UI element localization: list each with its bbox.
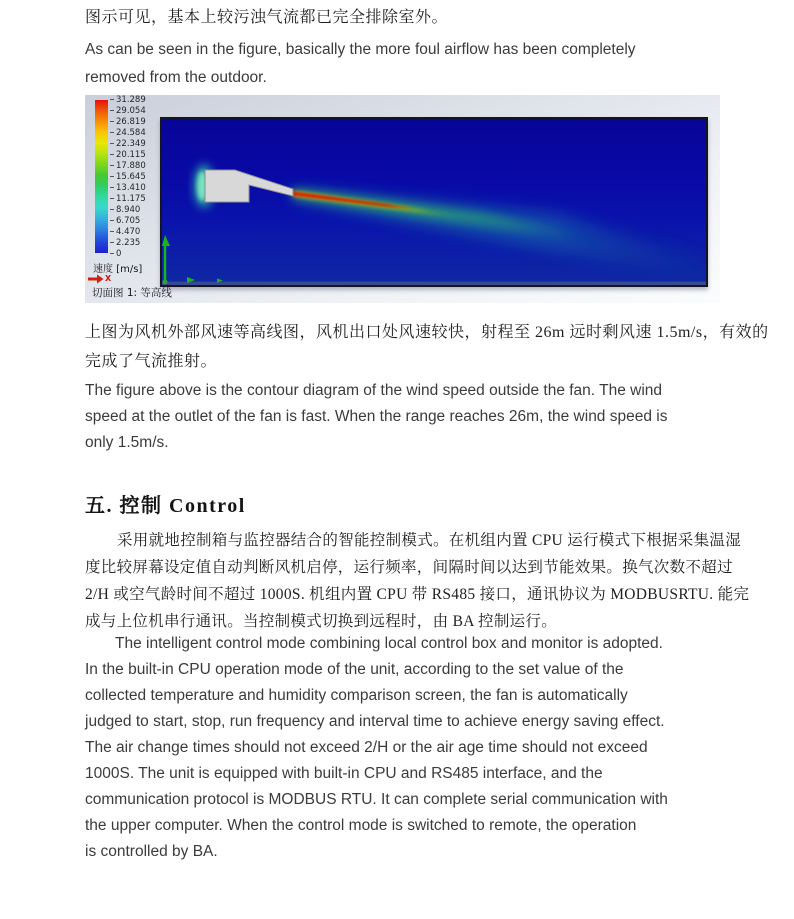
text-line: removed from the outdoor. [85, 69, 267, 86]
legend-tick [110, 106, 146, 115]
legend-tick [110, 161, 146, 170]
red-arrow-icon [88, 274, 104, 284]
tick-mark [110, 176, 114, 177]
text-line: 2/H 或空气龄时间不超过 1000S. 机组内置 CPU 带 RS485 接口，通讯协议为 MODBUSRTU. 能完 [85, 586, 750, 603]
tick-label: 22.349 [116, 138, 146, 149]
legend-tick [110, 95, 146, 104]
text-line: The figure above is the contour diagram of the wind speed outside the fan. The wind [85, 382, 663, 399]
fan-body [205, 170, 293, 202]
text-line: 成与上位机串行通讯。当控制模式切换到远程时，由 BA 控制运行。 [85, 613, 558, 630]
tick-mark [110, 187, 114, 188]
text-line: As can be seen in the figure, basically the more foul airflow has been completely [85, 41, 636, 58]
flow-domain [160, 117, 708, 287]
text-line: collected temperature and humidity comparison screen, the fan is automatically [85, 687, 628, 704]
tick-mark [110, 220, 114, 221]
flow-field-graphic [162, 119, 706, 285]
legend-tick [110, 249, 146, 258]
tick-label: 31.289 [116, 94, 146, 105]
tick-label: 15.645 [116, 171, 146, 182]
tick-label: 26.819 [116, 116, 146, 127]
tick-mark [110, 99, 114, 100]
colorbar-title: 速度 [m/s] [93, 264, 143, 275]
tick-mark [110, 143, 114, 144]
floor-shading [162, 282, 706, 286]
text-line: the upper computer. When the control mode is switched to remote, the operation [85, 817, 637, 834]
control-paragraph-cn [85, 527, 749, 635]
text-line: In the built-in CPU operation mode of the unit, according to the set value of the [85, 661, 624, 678]
control-paragraph-en [85, 631, 668, 865]
velocity-colorbar [95, 100, 108, 253]
tick-label: 6.705 [116, 215, 141, 226]
tick-label: 24.584 [116, 127, 146, 138]
section-heading: 五. 控制 Control [85, 495, 246, 517]
tick-label: 4.470 [116, 226, 141, 237]
text-line: The air change times should not exceed 2/H or the air age time should not exceed [85, 739, 648, 756]
tick-label: 0 [116, 248, 122, 259]
tick-label: 17.880 [116, 160, 146, 171]
text-line: The intelligent control mode combining local control box and monitor is adopted. [115, 635, 663, 652]
legend-tick [110, 216, 146, 225]
figure-caption-en [85, 378, 667, 456]
legend-tick [110, 194, 146, 203]
tick-mark [110, 209, 114, 210]
text-line: 1000S. The unit is equipped with built-in CPU and RS485 interface, and the [85, 765, 603, 782]
legend-tick [110, 227, 146, 236]
y-axis-arrow-head [162, 235, 170, 246]
x-axis-label: X [105, 274, 112, 283]
text-line: 上图为风机外部风速等高线图，风机出口处风速较快，射程至 26m 远时剩风速 1.5m/s，有效的 [85, 324, 769, 341]
tick-mark [110, 132, 114, 133]
section-view-caption: 切面图 1: 等高线 [92, 287, 172, 299]
legend-tick [110, 139, 146, 148]
text-line: judged to start, stop, run frequency and interval time to achieve energy saving effect. [85, 713, 665, 730]
cfd-contour-figure [85, 95, 720, 303]
text-line: is controlled by BA. [85, 843, 218, 860]
tick-mark [110, 154, 114, 155]
intro-paragraph-en [85, 36, 636, 92]
legend-tick [110, 172, 146, 181]
text-line: speed at the outlet of the fan is fast. When the range reaches 26m, the wind speed is [85, 408, 668, 425]
tick-mark [110, 110, 114, 111]
x-axis-indicator [88, 273, 111, 284]
tick-mark [110, 121, 114, 122]
legend-tick [110, 117, 146, 126]
tick-mark [110, 231, 114, 232]
tick-label: 20.115 [116, 149, 146, 160]
legend-tick [110, 238, 146, 247]
tick-mark [110, 198, 114, 199]
colorbar-tick-labels [110, 95, 146, 258]
text-line: communication protocol is MODBUS RTU. It can complete serial communication with [85, 791, 668, 808]
tick-mark [110, 165, 114, 166]
intro-paragraph-cn: 图示可见，基本上较污浊气流都已完全排除室外。 [85, 9, 449, 26]
tick-label: 13.410 [116, 182, 146, 193]
legend-tick [110, 205, 146, 214]
text-line: 完成了气流推射。 [85, 353, 218, 370]
text-line: 度比较屏幕设定值自动判断风机启停，运行频率，间隔时间以达到节能效果。换气次数不超过 [85, 559, 733, 576]
tick-label: 2.235 [116, 237, 141, 248]
text-line: 采用就地控制箱与监控器结合的智能控制模式。在机组内置 CPU 运行模式下根据采集温湿 [117, 532, 742, 549]
legend-tick [110, 150, 146, 159]
figure-caption-cn [85, 318, 769, 376]
tick-mark [110, 253, 114, 254]
tick-label: 11.175 [116, 193, 146, 204]
tick-label: 29.054 [116, 105, 146, 116]
tick-mark [110, 242, 114, 243]
text-line: only 1.5m/s. [85, 434, 169, 451]
legend-tick [110, 128, 146, 137]
tick-label: 8.940 [116, 204, 141, 215]
legend-tick [110, 183, 146, 192]
